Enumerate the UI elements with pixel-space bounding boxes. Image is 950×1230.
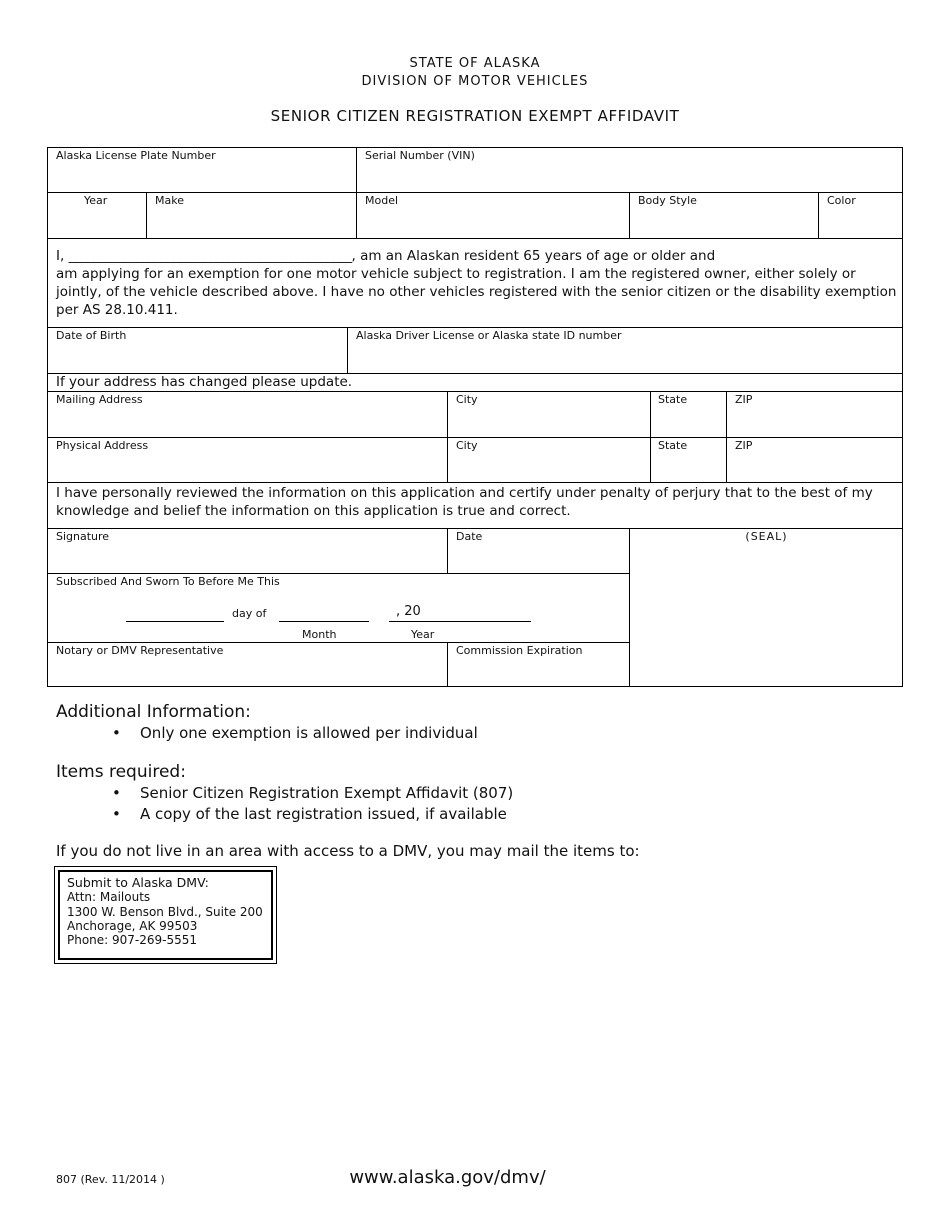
day-blank[interactable]	[126, 621, 224, 622]
mailing-city-label: City	[456, 393, 478, 406]
additional-heading: Additional Information:	[56, 702, 251, 722]
sworn-label: Subscribed And Sworn To Before Me This	[56, 575, 280, 588]
physical-city-input[interactable]	[455, 459, 645, 477]
list-item	[112, 805, 507, 823]
date-label: Date	[456, 530, 483, 543]
mailing-state-label: State	[658, 393, 688, 406]
physical-state-input[interactable]	[656, 459, 722, 477]
mailing-zip-label: ZIP	[735, 393, 753, 406]
form-number: 807 (Rev. 11/2014 )	[56, 1173, 165, 1186]
statement-prefix: I,	[56, 248, 65, 264]
row-divider	[48, 642, 630, 643]
color-input[interactable]	[826, 214, 898, 232]
dl-label: Alaska Driver License or Alaska state ID number	[356, 329, 622, 342]
signature-input[interactable]	[56, 550, 442, 568]
physical-zip-input[interactable]	[734, 459, 898, 477]
mailing-address-box	[54, 866, 277, 964]
col-divider	[447, 528, 448, 574]
row-divider	[48, 437, 903, 438]
row-divider	[48, 238, 903, 239]
address-line: Phone: 907-269-5551	[67, 933, 198, 947]
vin-label: Serial Number (VIN)	[365, 149, 475, 162]
bullet-glyph: •	[112, 784, 121, 802]
year-blank[interactable]	[389, 621, 531, 622]
notary-input[interactable]	[56, 664, 442, 682]
additional-item: Only one exemption is allowed per individual	[140, 724, 478, 742]
row-divider	[48, 192, 903, 193]
mailing-city-input[interactable]	[455, 413, 645, 431]
mailing-state-input[interactable]	[656, 413, 722, 431]
mailing-address-input[interactable]	[56, 413, 442, 431]
color-label: Color	[827, 194, 856, 207]
year-prefix: , 20	[396, 604, 421, 619]
signature-label: Signature	[56, 530, 110, 543]
col-divider	[726, 391, 727, 482]
col-divider	[447, 391, 448, 482]
plate-number-input[interactable]	[56, 168, 346, 186]
model-label: Model	[365, 194, 399, 207]
row-divider	[48, 528, 903, 529]
plate-label: Alaska License Plate Number	[56, 149, 216, 162]
day-of-text: day of	[232, 607, 267, 620]
row-divider	[48, 573, 630, 574]
name-blank[interactable]: ______________________________________________	[68, 248, 352, 264]
col-divider	[347, 327, 348, 373]
notary-label: Notary or DMV Representative	[56, 644, 224, 657]
address-line: 1300 W. Benson Blvd., Suite 200	[67, 905, 263, 919]
vin-input[interactable]	[365, 168, 895, 186]
mailing-address-label: Mailing Address	[56, 393, 143, 406]
dl-number-input[interactable]	[356, 349, 896, 367]
list-item	[112, 784, 513, 802]
dmv-url[interactable]: www.alaska.gov/dmv/	[349, 1167, 546, 1188]
dob-label: Date of Birth	[56, 329, 127, 342]
statement-line1: , am an Alaskan resident 65 years of age or older and	[351, 248, 716, 264]
certification-text: I have personally reviewed the information on this application and certify under penalty of perjury that to the best of my knowledge and belief the information on this application is true and correct.	[56, 485, 873, 519]
commission-input[interactable]	[455, 664, 625, 682]
date-input[interactable]	[455, 550, 625, 568]
address-line: Submit to Alaska DMV:	[67, 875, 209, 890]
address-line: Anchorage, AK 99503	[67, 919, 198, 933]
body-style-input[interactable]	[637, 214, 813, 232]
mail-note: If you do not live in an area with access to a DMV, you may mail the items to:	[56, 842, 640, 860]
affidavit-form	[47, 147, 903, 687]
year-label: Year	[84, 194, 108, 207]
required-heading: Items required:	[56, 762, 186, 782]
statement-body: am applying for an exemption for one motor vehicle subject to registration. I am the registered owner, either solely or jointly, of the vehicle described above. I have no other vehicles registered with the senior citizen or the disability exemption per AS 28.10.411.	[56, 266, 897, 318]
row-divider	[48, 391, 903, 392]
physical-state-label: State	[658, 439, 688, 452]
make-input[interactable]	[154, 214, 350, 232]
col-divider	[356, 148, 357, 238]
col-divider	[447, 642, 448, 687]
year-sub-label: Year	[411, 628, 435, 641]
row-divider	[48, 482, 903, 483]
physical-city-label: City	[456, 439, 478, 452]
physical-zip-label: ZIP	[735, 439, 753, 452]
form-title: SENIOR CITIZEN REGISTRATION EXEMPT AFFIDAVIT	[270, 107, 680, 125]
state-heading: STATE OF ALASKA	[409, 56, 541, 71]
list-item	[112, 724, 478, 742]
physical-address-label: Physical Address	[56, 439, 149, 452]
bullet-glyph: •	[112, 724, 121, 742]
make-label: Make	[155, 194, 184, 207]
commission-label: Commission Expiration	[456, 644, 583, 657]
col-divider	[629, 528, 630, 687]
col-divider	[629, 192, 630, 238]
required-item: A copy of the last registration issued, if available	[140, 805, 507, 823]
model-input[interactable]	[364, 214, 624, 232]
col-divider	[818, 192, 819, 238]
month-blank[interactable]	[279, 621, 369, 622]
year-input[interactable]	[54, 214, 142, 232]
physical-address-input[interactable]	[56, 459, 442, 477]
month-sub-label: Month	[302, 628, 337, 641]
address-note: If your address has changed please update.	[56, 374, 353, 390]
dob-input[interactable]	[56, 349, 342, 367]
col-divider	[650, 391, 651, 482]
mailing-zip-input[interactable]	[734, 413, 898, 431]
required-item: Senior Citizen Registration Exempt Affidavit (807)	[140, 784, 514, 802]
resident-statement	[56, 247, 898, 319]
bullet-glyph: •	[112, 805, 121, 823]
seal-label: (SEAL)	[745, 530, 788, 543]
body-style-label: Body Style	[638, 194, 697, 207]
division-heading: DIVISION OF MOTOR VEHICLES	[361, 74, 589, 89]
col-divider	[146, 192, 147, 238]
address-line: Attn: Mailouts	[67, 890, 151, 904]
row-divider	[48, 327, 903, 328]
